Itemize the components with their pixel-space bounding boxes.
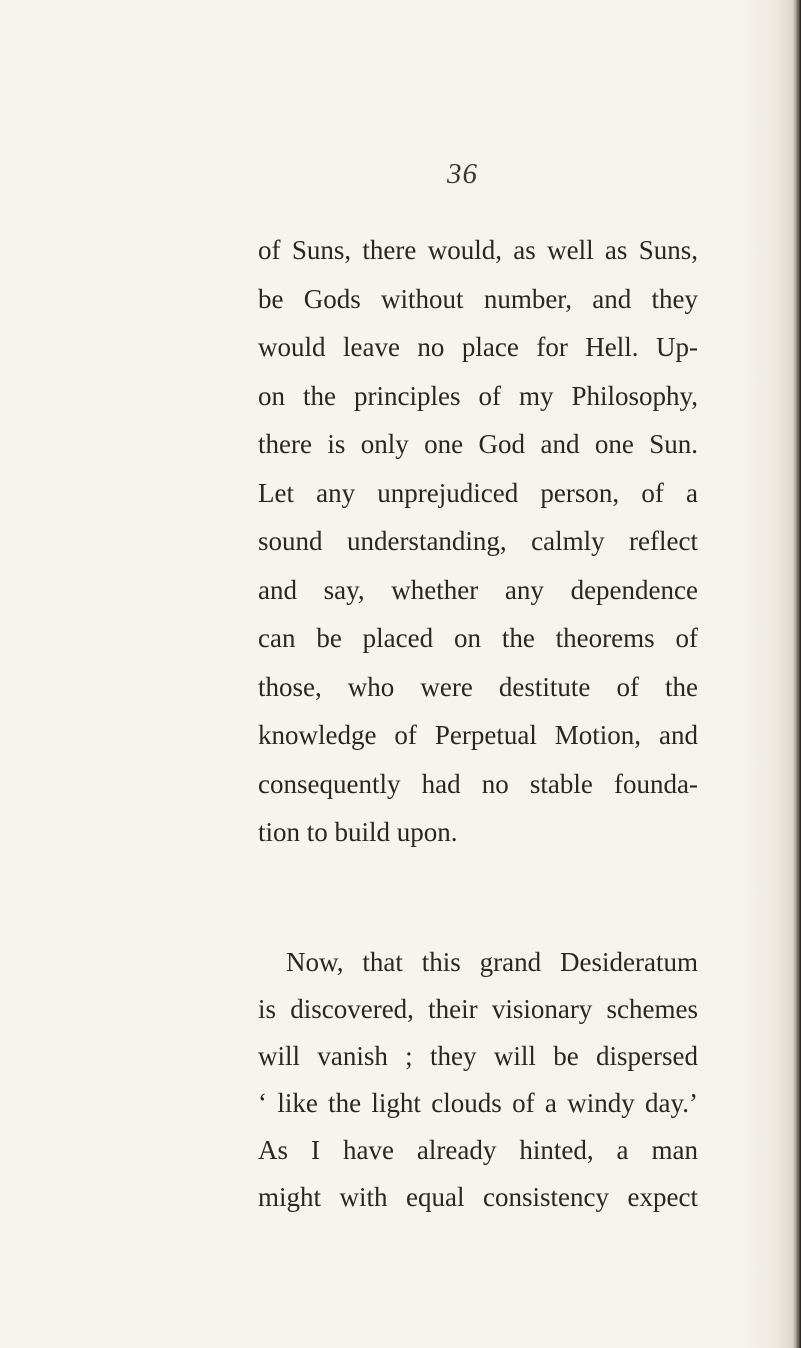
page-edge-shadow [795, 0, 801, 1348]
text-line: of Suns, there would, as well as Suns, [258, 235, 698, 265]
text-line: consequently had no stable founda- [258, 768, 698, 799]
text-line: sound understanding, calmly reflect [258, 526, 698, 556]
page-body-text [258, 226, 698, 1221]
text-line: on the principles of my Philosophy, [258, 380, 698, 411]
text-line: tion to build upon. [258, 817, 458, 847]
text-line: ‘ like the light clouds of a windy day.’ [258, 1087, 698, 1118]
paragraph-gap [258, 857, 698, 939]
text-line: is discovered, their visionary schemes [258, 993, 698, 1024]
text-line: will vanish ; they will be dispersed [258, 1040, 698, 1071]
text-line: would leave no place for Hell. Up- [258, 332, 698, 362]
text-line: those, who were destitute of the [258, 671, 698, 702]
text-line: and say, whether any dependence [258, 574, 698, 605]
text-line: might with equal consistency expect [258, 1181, 698, 1212]
text-line: Let any unprejudiced person, of a [258, 477, 698, 508]
text-line: be Gods without number, and they [258, 283, 698, 314]
text-line: can be placed on the theorems of [258, 623, 698, 653]
text-line: there is only one God and one Sun. [258, 429, 698, 459]
text-line: As I have already hinted, a man [258, 1134, 698, 1165]
paragraph-2 [258, 939, 698, 1221]
paragraph-1 [258, 226, 698, 857]
text-line: Now, that this grand Desideratum [286, 946, 698, 977]
page-number: 36 [447, 158, 478, 190]
text-line: knowledge of Perpetual Motion, and [258, 720, 698, 750]
